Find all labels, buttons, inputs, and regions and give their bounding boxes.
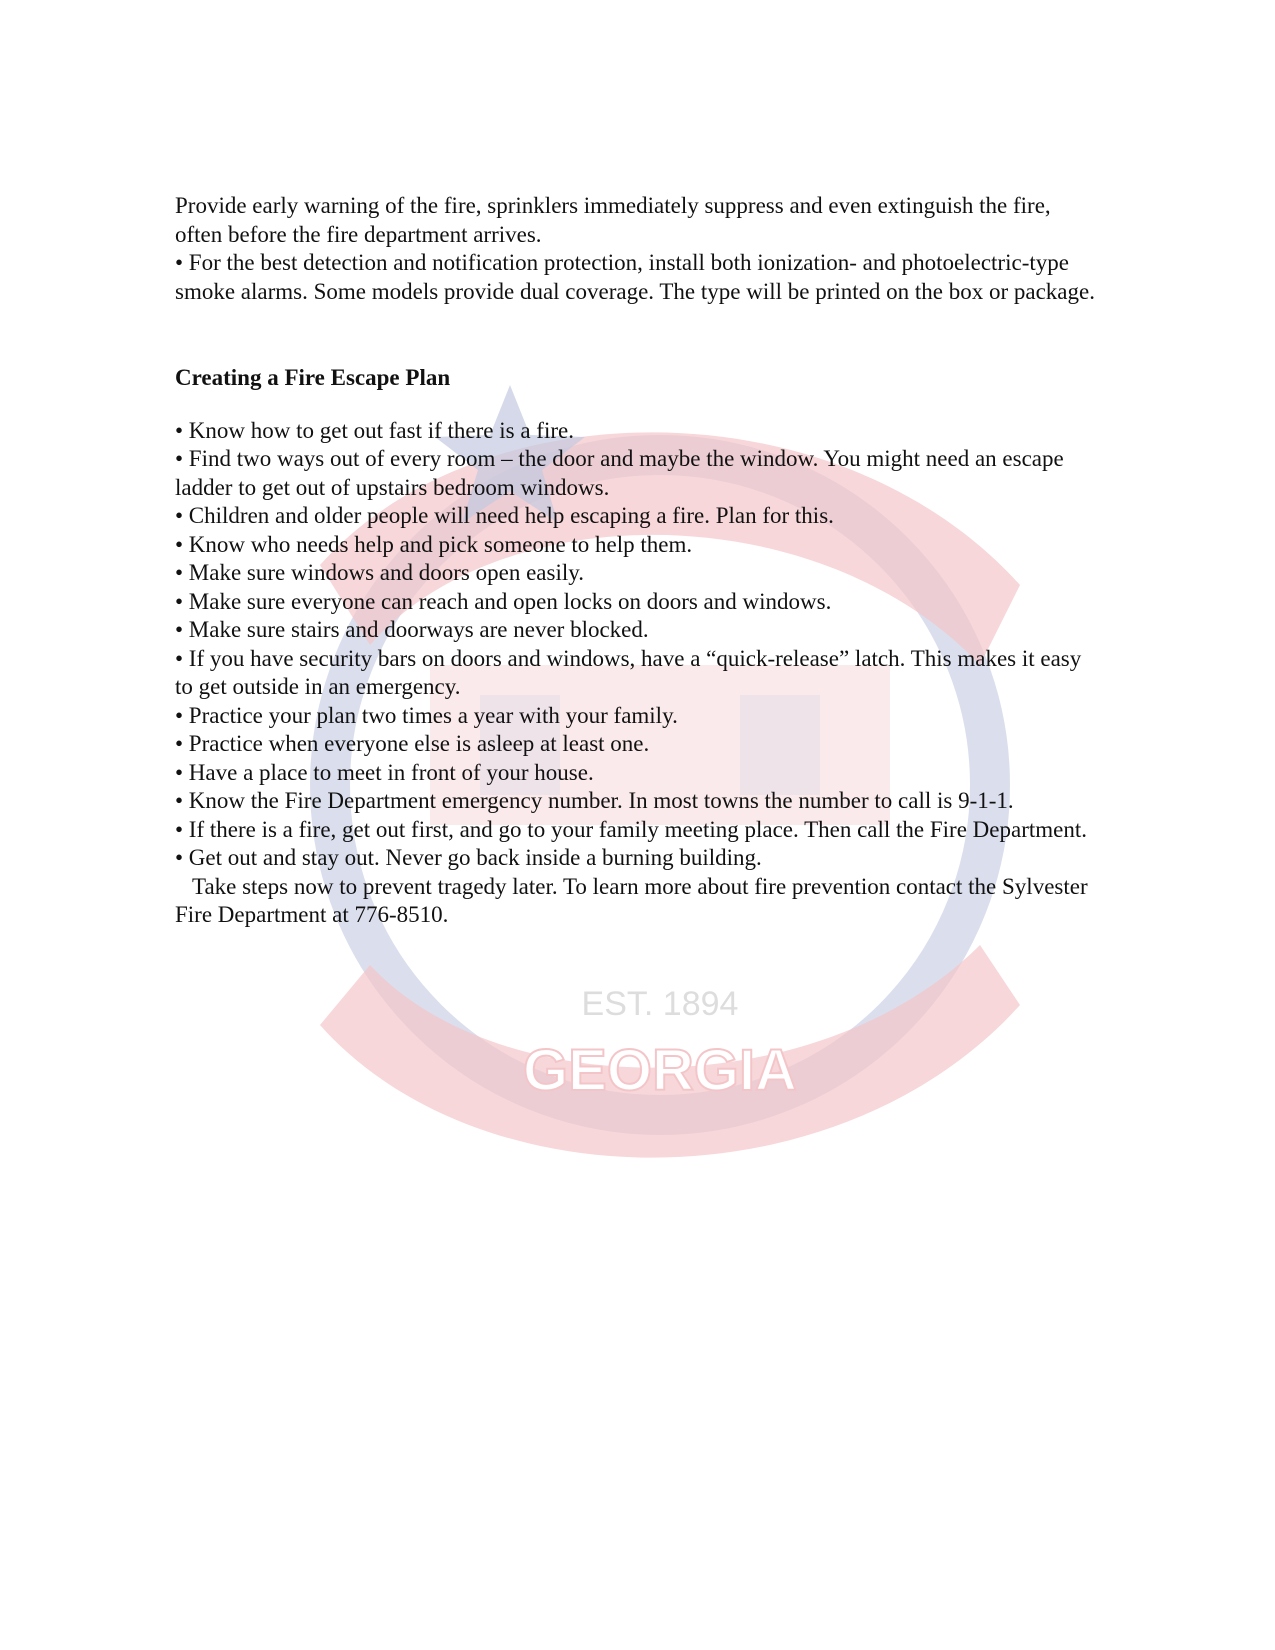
section-heading: Creating a Fire Escape Plan — [175, 365, 451, 390]
list-item: • Make sure stairs and doorways are never blocked. — [175, 617, 649, 642]
list-item: • Make sure everyone can reach and open locks on doors and windows. — [175, 588, 832, 614]
intro-paragraph-1: Provide early warning of the fire, sprinklers immediately suppress and even extinguish the fire, often before the fire department arrives. — [175, 193, 1051, 247]
list-item: • If you have security bars on doors and windows, have a “quick-release” latch. This makes it easy to get outside in an emergency. — [175, 645, 1082, 699]
list-item: • Make sure windows and doors open easily. — [175, 560, 584, 585]
list-item: • Know the Fire Department emergency number. In most towns the number to call is 9-1-1. — [175, 788, 1014, 813]
list-item: • If there is a fire, get out first, and go to your family meeting place. Then call the Fire Department. — [175, 816, 1087, 842]
list-item: • Practice your plan two times a year with your family. — [175, 702, 678, 728]
list-item: • Have a place to meet in front of your house. — [175, 759, 594, 785]
intro-paragraph-2: • For the best detection and notification protection, install both ionization- and photoelectric-type smoke alarms. Some models provide dual coverage. The type will be printed on the box or package. — [175, 250, 1095, 304]
list-item: • Practice when everyone else is asleep at least one. — [175, 731, 650, 756]
document-body — [175, 192, 1095, 930]
seal-state-text: GEORGIA — [523, 1038, 797, 1103]
list-item: • Children and older people will need help escaping a fire. Plan for this. — [175, 503, 834, 528]
list-item: • Know how to get out fast if there is a fire. — [175, 417, 574, 443]
list-item: • Know who needs help and pick someone to help them. — [175, 531, 693, 557]
list-item: • Get out and stay out. Never go back inside a burning building. — [175, 845, 762, 870]
closing-paragraph: Take steps now to prevent tragedy later. To learn more about fire prevention contact the Sylvester Fire Department at 776-8510. — [175, 873, 1088, 927]
list-item: • Find two ways out of every room – the door and maybe the window. You might need an escape ladder to get out of upstairs bedroom windows. — [175, 446, 1064, 500]
seal-est-text: EST. 1894 — [581, 985, 739, 1023]
